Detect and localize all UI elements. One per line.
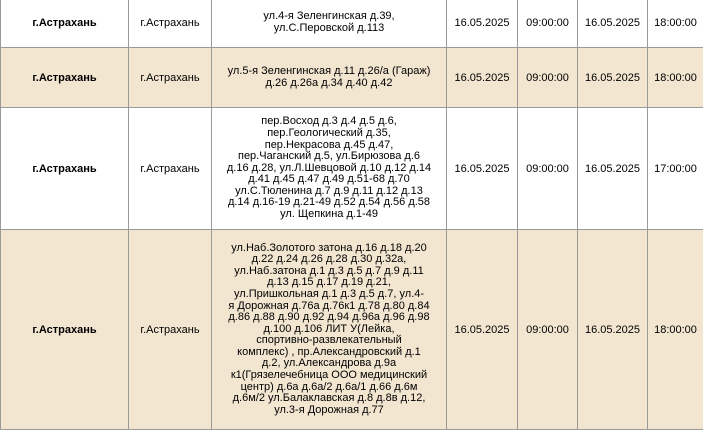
address-line: д.22 д.24 д.26 д.28 д.30 д.32а, [251,253,407,266]
settlement-cell: г.Астрахань [129,0,212,48]
end-time-cell: 18:00:00 [648,0,703,48]
address-line: пер.Геологический д.35, [267,126,391,139]
address-line: д.13 д.15 д.17 д.19 д.21, [267,276,391,289]
table-row [1,0,703,48]
address-line: д.86 д.88 д.90 д.92 д.94 д.96а д.96 д.98 [228,311,430,324]
address-line: комплекс) , пр.Александровский д.1 [237,345,421,358]
settlement-cell: г.Астрахань [129,48,212,108]
address-cell [212,230,447,430]
address-line: ул.Наб.затона д.1 д.3 д.5 д.7 д.9 д.11 [234,264,424,277]
address-cell [212,108,447,230]
start-date-cell: 16.05.2025 [447,48,518,108]
address-line: пер.Восход д.3 д.4 д.5 д.6, [261,115,397,128]
address-line: ул.С.Тюленина д.7 д.9 д.11 д.12 д.13 [235,184,423,197]
settlement-cell: г.Астрахань [129,108,212,230]
address-line: д.41 д.45 д.47 д.49 д.51-68 д.70 [248,173,410,186]
end-time-cell: 18:00:00 [648,230,703,430]
address-line: я Дорожная д.76а д.76к1 д.78 д.80 д.84 [228,299,430,312]
address-line: пер.Чаганский д.5, ул.Бирюзова д.6 [237,150,420,163]
address-cell [212,0,447,48]
address-line: ул.С.Перовской д.113 [273,21,385,34]
table-row [1,48,703,108]
address-line: ул.3-я Дорожная д.77 [274,403,384,416]
end-date-cell: 16.05.2025 [578,48,648,108]
start-time-cell: 09:00:00 [518,230,578,430]
address-line: спортивно-развлекательный [256,334,402,347]
address-line: д.2, ул.Александрова д.9а [261,357,397,370]
end-date-cell: 16.05.2025 [578,230,648,430]
end-time-cell: 17:00:00 [648,108,703,230]
address-line: ул.4-я Зеленгинская д.39, [263,9,395,22]
locality-cell: г.Астрахань [1,48,129,108]
table-row [1,230,703,430]
address-line: ул.5-я Зеленгинская д.11 д.26/а (Гараж) [227,64,431,77]
address-line: центр) д.6а д.6а/2 д.6а/1 д.66 д.6м [240,380,418,393]
address-line: д.14 д.16-19 д.21-49 д.52 д.54 д.56 д.58 [227,196,431,209]
address-line: д.26 д.26а д.34 д.40 д.42 [265,76,393,89]
address-line: ул.Пришкольная д.1 д.3 д.5 д.7, ул.4- [233,287,425,300]
address-line: д.6м/2 ул.Балаклавская д.8 д.8в д.12, [232,392,426,405]
address-line: к1(Грязелечебница ООО медицинский [230,369,428,382]
end-date-cell: 16.05.2025 [578,108,648,230]
address-line: пер.Некрасова д.45 д.47, [264,138,394,151]
end-time-cell: 18:00:00 [648,48,703,108]
start-time-cell: 09:00:00 [518,0,578,48]
address-line: ул.Наб.Золотого затона д.16 д.18 д.20 [231,241,427,254]
end-date-cell: 16.05.2025 [578,0,648,48]
start-date-cell: 16.05.2025 [447,0,518,48]
start-time-cell: 09:00:00 [518,48,578,108]
locality-cell: г.Астрахань [1,230,129,430]
locality-cell: г.Астрахань [1,108,129,230]
address-line: д.16 д.28, ул.Л.Шевцовой д.10 д.12 д.14 [226,161,432,174]
table-body [1,0,703,430]
settlement-cell: г.Астрахань [129,230,212,430]
address-line: д.100 д.106 ЛИТ У(Лейка, [263,322,395,335]
address-line: ул. Щепкина д.1-49 [280,208,378,221]
start-date-cell: 16.05.2025 [447,230,518,430]
locality-cell: г.Астрахань [1,0,129,48]
address-cell [212,48,447,108]
start-date-cell: 16.05.2025 [447,108,518,230]
start-time-cell: 09:00:00 [518,108,578,230]
table-row [1,108,703,230]
